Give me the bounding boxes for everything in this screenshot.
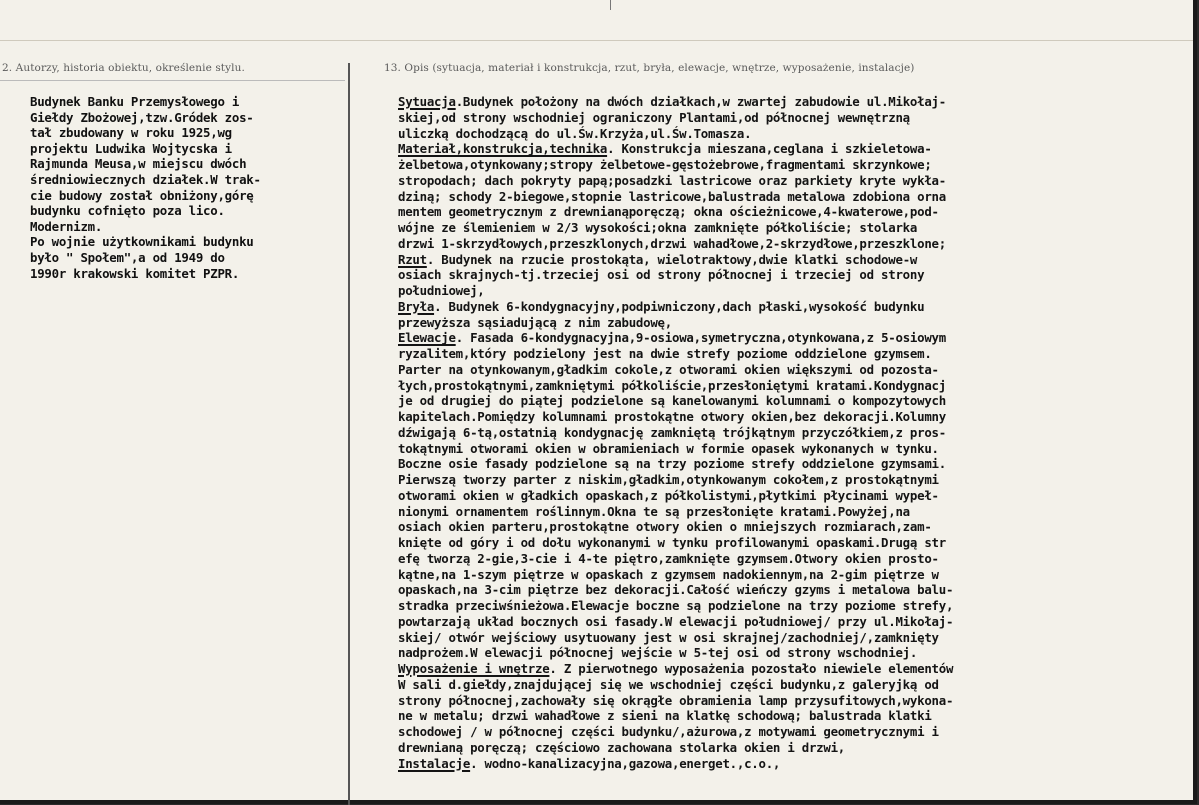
description-text-line [398, 614, 1168, 630]
line-text: skiej/ otwór wejściowy usytuowany jest w osi skrajnej/zachodniej/,zamknięty [398, 629, 939, 645]
description-text-line [398, 456, 1168, 472]
line-text: kątne,na 1-szym piętrze w opaskach z gzymsem nadokiennym,na 2-gim piętrze w [398, 566, 939, 582]
line-text: Pierwszą tworzy parter z niskim,gładkim,otynkowanym cokołem,z prostokątnymi [398, 472, 939, 487]
description-text-line [398, 315, 1168, 331]
line-text: dźwigają 6-tą,ostatnią kondygnację zamkniętą trójkątnym przyczółkiem,z pros- [398, 424, 946, 440]
line-text: knięte od góry i od dołu wykonanymi w tynku profilowanymi opaskami.Drugą str [398, 535, 946, 550]
section-heading: Bryła [398, 298, 435, 314]
description-text-line [398, 441, 1168, 457]
description-text-line [398, 535, 1168, 551]
description-text-line [398, 220, 1168, 236]
line-text: powtarzają układ bocznych osi fasady.W elewacji południowej/ przy ul.Mikołaj- [398, 613, 954, 629]
description-text-line [398, 724, 1168, 740]
line-text: . Budynek na rzucie prostokąta, wielotraktowy,dwie klatki schodowe-w [426, 251, 918, 267]
description-text-line [398, 236, 1168, 252]
description-text-line [398, 346, 1168, 362]
line-text: kapitelach.Pomiędzy kolumnami prostokątne otwory okien,bez dekoracji.Kolumny [398, 409, 946, 424]
history-text-line: Po wojnie użytkownikami budynku [30, 234, 254, 250]
line-text: opaskach,na 3-cim piętrze bez dekoracji.Całość wieńczy gzyms i metalowa balu- [398, 582, 954, 598]
description-text-line [398, 630, 1168, 646]
top-strip [0, 0, 1193, 41]
description-text-line [398, 141, 1168, 157]
line-text: ryzalitem,który podzielony jest na dwie strefy poziome oddzielone gzymsem. [398, 346, 932, 361]
history-text-block [30, 94, 340, 281]
description-text-line [398, 472, 1168, 488]
history-text-line: cie budowy został obniżony,górę [30, 187, 254, 203]
description-text-line [398, 267, 1168, 283]
line-text: osiach okien parteru,prostokątne otwory okien o mniejszych rozmiarach,zam- [398, 519, 932, 535]
line-text: skiej,od strony wschodniej ograniczony Plantami,od północnej wewnętrzną [398, 109, 910, 125]
section-heading: Sytuacja [398, 94, 456, 109]
line-text: żelbetowa,otynkowany;stropy żelbetowe-gęstożebrowe,fragmentami skrzynkowe; [398, 157, 932, 172]
description-text-line [398, 708, 1168, 724]
line-text: . wodno-kanalizacyjna,gazowa,energet.,c.o., [470, 755, 781, 771]
line-text: drewnianą poręczą; częściowo zachowana stolarka okien i drzwi, [398, 739, 846, 755]
description-text-line [398, 299, 1168, 315]
line-text: . Budynek 6-kondygnacyjny,podpiwniczony,dach płaski,wysokość budynku [434, 298, 925, 314]
description-text-line [398, 693, 1168, 709]
right-column-header: 13. Opis (sytuacja, materiał i konstrukcja, rzut, bryła, elewacje, wnętrze, wyposażenie, instalacje) [384, 62, 915, 74]
description-text-line [398, 330, 1168, 346]
line-text: stropodach; dach pokryty papą;posadzki lastricowe oraz parkiety kryte wykła- [398, 172, 946, 188]
top-tick-mark [610, 0, 611, 10]
line-text: Parter na otynkowanym,gładkim cokole,z otworami okien większymi od pozosta- [398, 361, 939, 377]
line-text: przewyższa sąsiadującą z nim zabudowę, [398, 314, 672, 330]
description-text-line [398, 157, 1168, 173]
history-text-line: budynku cofnięto poza lico. [30, 203, 225, 219]
line-text: . Konstrukcja mieszana,ceglana i szkieletowa- [607, 141, 932, 157]
description-text-line [398, 661, 1168, 677]
line-text: drzwi 1-skrzydłowych,przeszklonych,drzwi wahadłowe,2-skrzydłowe,przeszklone; [398, 235, 946, 251]
history-text-line: projektu Ludwika Wojtycska i [30, 140, 232, 156]
column-divider [348, 63, 350, 805]
line-text: nionymi ornamentem roślinnym.Okna te są przesłonięte kratami.Powyżej,na [398, 503, 910, 519]
history-text-line: średniowiecznych działek.W trak- [30, 171, 261, 187]
description-text-line [398, 504, 1168, 520]
description-text-line [398, 756, 1168, 772]
description-text-line [398, 393, 1168, 409]
history-text-line: było " Społem",a od 1949 do [30, 249, 225, 265]
line-text: osiach skrajnych-tj.trzeciej osi od strony północnej i trzeciej od strony [398, 267, 925, 283]
line-text: dziną; schody 2-biegowe,stopnie lastricowe,balustrada metalowa zdobiona orna [398, 188, 946, 204]
line-text: efę tworzą 2-gie,3-cie i 4-te piętro,zamknięte gzymsem.Otwory okien prosto- [398, 550, 939, 566]
description-text-line [398, 645, 1168, 661]
line-text: schodowej / w północnej części budynku/,ażurowa,z motywami geometrycznymi i [398, 724, 939, 739]
description-text-line [398, 252, 1168, 268]
line-text: tokątnymi otworami okien w obramieniach w formie opasek wykonanych w tynku. [398, 440, 939, 456]
section-heading: Wyposażenie i wnętrze [398, 661, 550, 676]
history-text-line: Budynek Banku Przemysłowego i [30, 94, 240, 109]
section-heading: Rzut [398, 251, 427, 267]
history-text-line: tał zbudowany w roku 1925,wg [30, 125, 232, 141]
description-text-line [398, 283, 1168, 299]
line-text: .Budynek położony na dwóch działkach,w zwartej zabudowie ul.Mikołaj- [455, 94, 946, 109]
description-text-block [398, 94, 1168, 771]
line-text: południowej, [398, 283, 485, 298]
line-text: W sali d.giełdy,znajdującej się we wschodniej części budynku,z galeryjką od [398, 676, 939, 692]
description-text-line [398, 362, 1168, 378]
description-text-line [398, 378, 1168, 394]
line-text: nadprożem.W elewacji północnej wejście w 5-tej osi od strony wschodniej. [398, 645, 918, 661]
line-text: wójne ze ślemieniem w 2/3 wysokości;okna zamknięte półkoliście; stolarka [398, 220, 918, 235]
line-text: strony północnej,zachowały się okrągłe obramienia lamp przysufitowych,wykona- [398, 692, 954, 708]
description-text-line [398, 204, 1168, 220]
line-text: je od drugiej do piątej podzielone są kanelowanymi kolumnami o kompozytowych [398, 393, 946, 409]
description-text-line [398, 94, 1168, 110]
description-text-line [398, 677, 1168, 693]
line-text: otworami okien w gładkich opaskach,z półkolistymi,płytkimi płycinami wypeł- [398, 487, 939, 503]
description-text-line [398, 126, 1168, 142]
line-text: . Z pierwotnego wyposażenia pozostało niewiele elementów [549, 661, 954, 676]
history-text-line: 1990r krakowski komitet PZPR. [30, 265, 240, 281]
line-text: mentem geometrycznym z drewnianąporęczą; okna ościeżnicowe,4-kwaterowe,pod- [398, 204, 939, 220]
description-text-line [398, 598, 1168, 614]
history-text-line: Giełdy Zbożowej,tzw.Gródek zos- [30, 109, 254, 125]
line-text: ne w metalu; drzwi wahadłowe z sieni na klatkę schodową; balustrada klatki [398, 708, 932, 724]
line-text: łych,prostokątnymi,zamkniętymi półkoliście,przesłoniętymi kratami.Kondygnacj [398, 377, 946, 393]
description-text-line [398, 567, 1168, 583]
history-text-line: Rajmunda Meusa,w miejscu dwóch [30, 156, 247, 172]
section-heading: Materiał,konstrukcja,technika [398, 141, 608, 157]
line-text: uliczką dochodzącą do ul.Św.Krzyża,ul.Św.Tomasza. [398, 125, 752, 141]
header-underline [0, 80, 345, 81]
line-text: Boczne osie fasady podzielone są na trzy poziome strefy oddzielone gzymsami. [398, 456, 946, 472]
description-text-line [398, 551, 1168, 567]
section-heading: Elewacje [398, 330, 456, 346]
history-text-line: Modernizm. [30, 218, 103, 234]
line-text: stradka przeciwśnieżowa.Elewacje boczne są podzielone na trzy poziome strefy, [398, 598, 954, 613]
description-text-line [398, 189, 1168, 205]
description-text-line [398, 488, 1168, 504]
description-text-line [398, 110, 1168, 126]
section-heading: Instalacje [398, 755, 471, 771]
description-text-line [398, 740, 1168, 756]
line-text: . Fasada 6-kondygnacyjna,9-osiowa,symetryczna,otynkowana,z 5-osiowym [455, 330, 946, 346]
description-text-line [398, 425, 1168, 441]
description-text-line [398, 173, 1168, 189]
description-text-line [398, 582, 1168, 598]
description-text-line [398, 409, 1168, 425]
description-text-line [398, 519, 1168, 535]
left-column-header: 2. Autorzy, historia obiektu, określenie stylu. [2, 62, 245, 74]
